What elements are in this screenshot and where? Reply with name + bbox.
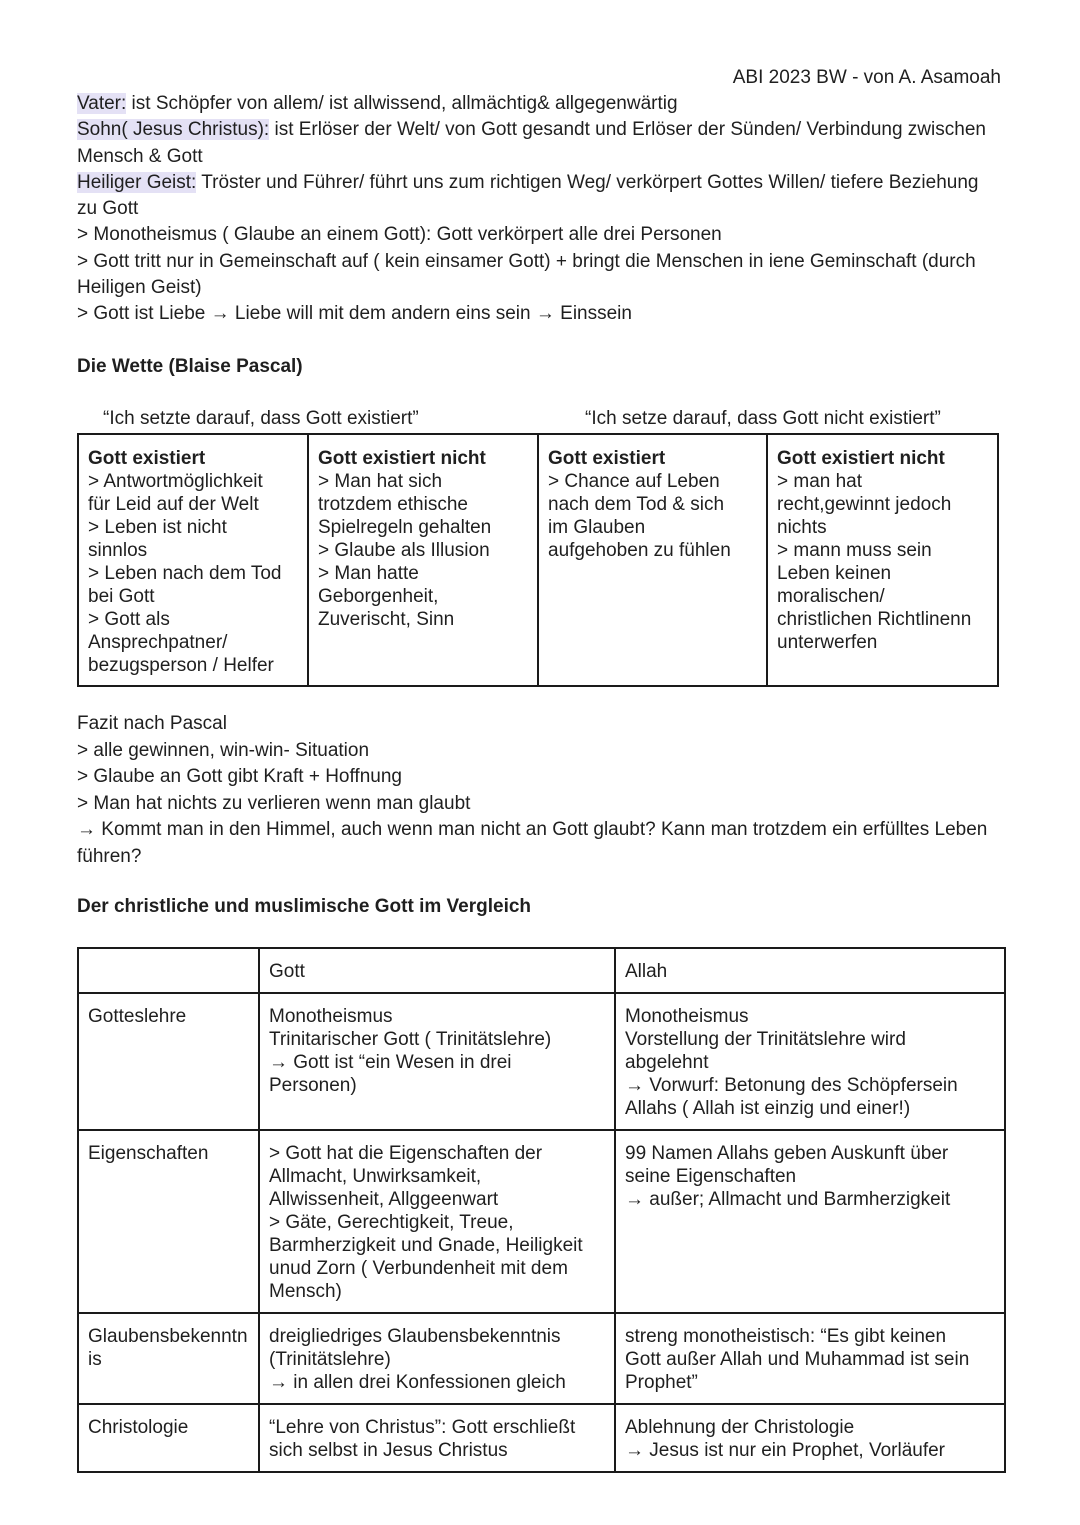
cell-line: > mann muss sein — [777, 540, 932, 561]
sohn-text: ist Erlöser der Welt/ von Gott gesandt und Erlöser der Sünden/ Verbindung zwischen Mensch & Gott — [77, 119, 986, 167]
geist-text: Tröster und Führer/ führt uns zum richtigen Weg/ verkörpert Gottes Willen/ tiefere Beziehung zu Gott — [77, 171, 979, 220]
trinity-bullet: > Gott ist Liebe → Liebe will mit dem andern eins sein → Einssein — [77, 303, 632, 325]
cell-line: unud Zorn ( Verbundenheit mit dem — [269, 1258, 568, 1279]
cell-line: → Jesus ist nur ein Prophet, Vorläufer — [625, 1440, 945, 1461]
cell-line: > Gott als — [88, 609, 170, 630]
cell-line: > Glaube als Illusion — [318, 540, 490, 561]
wette-cell — [538, 434, 767, 686]
vater-line — [77, 91, 997, 117]
vater-term: Vater: — [77, 93, 127, 114]
cell-line: Allmacht, Unwirksamkeit, — [269, 1166, 482, 1187]
vergleich-table — [77, 947, 1006, 1473]
vergleich-title: Der christliche und muslimische Gott im Vergleich — [77, 896, 532, 917]
gott-cell — [259, 1313, 615, 1404]
sohn-term: Sohn( Jesus Christus): — [77, 119, 270, 141]
fazit-question: → Kommt man in den Himmel, auch wenn man nicht an Gott glaubt? Kann man trotzdem ein erfülltes Leben führen? — [77, 819, 988, 867]
cell-line: Prophet” — [625, 1372, 698, 1393]
cell-line: Monotheismus — [625, 1006, 749, 1027]
allah-cell — [615, 1130, 1005, 1313]
cell-line: moralischen/ — [777, 586, 885, 607]
cell-line: Gott außer Allah und Muhammad ist sein — [625, 1349, 970, 1370]
cell-line: > man hat — [777, 471, 863, 492]
cell-line: → Vorwurf: Betonung des Schöpfersein — [625, 1075, 958, 1096]
cell-line: Geborgenheit, — [318, 586, 439, 607]
cell-line: Personen) — [269, 1075, 357, 1096]
cell-line: → Gott ist “ein Wesen in drei — [269, 1052, 512, 1073]
cell-line: 99 Namen Allahs geben Auskunft über — [625, 1143, 949, 1164]
header-cell-allah: Allah — [615, 948, 1005, 993]
column-heading: Gott existiert — [548, 448, 666, 469]
cell-line: sinnlos — [88, 540, 148, 561]
row-label: Glaubensbekenntnis — [78, 1313, 259, 1404]
allah-cell — [615, 1313, 1005, 1404]
cell-line: Spielregeln gehalten — [318, 517, 492, 538]
cell-line: Ablehnung der Christologie — [625, 1417, 855, 1438]
cell-line: Leben keinen — [777, 563, 892, 584]
quote-left: “Ich setzte darauf, dass Gott existiert” — [103, 408, 419, 429]
cell-line: trotzdem ethische — [318, 494, 468, 515]
geist-line — [77, 170, 997, 223]
wette-cell — [767, 434, 998, 686]
cell-line: “Lehre von Christus”: Gott erschließt — [269, 1417, 576, 1438]
cell-line: → in allen drei Konfessionen gleich — [269, 1372, 566, 1393]
row-label: Eigenschaften — [78, 1130, 259, 1313]
cell-line: (Trinitätslehre) — [269, 1349, 391, 1370]
column-heading: Gott existiert nicht — [777, 448, 945, 469]
cell-line: Trinitarischer Gott ( Trinitätslehre) — [269, 1029, 552, 1050]
fazit-line: > Glaube an Gott gibt Kraft + Hoffnung — [77, 766, 402, 787]
cell-line: > Leben ist nicht — [88, 517, 227, 538]
fazit-title: Fazit nach Pascal — [77, 713, 227, 734]
cell-line: Allwissenheit, Allggeenwart — [269, 1189, 499, 1210]
author-header: ABI 2023 BW - von A. Asamoah — [732, 67, 1001, 88]
allah-cell — [615, 993, 1005, 1130]
cell-line: unterwerfen — [777, 632, 878, 653]
cell-line: seine Eigenschaften — [625, 1166, 797, 1187]
wette-table — [77, 433, 999, 687]
cell-line: nach dem Tod & sich — [548, 494, 725, 515]
header-cell-empty — [78, 948, 259, 993]
cell-line: streng monotheistisch: “Es gibt keinen — [625, 1326, 947, 1347]
trinity-bullet: > Monotheismus ( Glaube an einem Gott): Gott verkörpert alle drei Personen — [77, 224, 722, 246]
cell-line: > Man hat sich — [318, 471, 443, 492]
trinity-section — [77, 91, 997, 328]
cell-line: > Man hatte — [318, 563, 419, 584]
vater-text: ist Schöpfer von allem/ ist allwissend, allmächtig& allgegenwärtig — [126, 93, 678, 114]
cell-line: abgelehnt — [625, 1052, 709, 1073]
cell-line: christlichen Richtlinenn — [777, 609, 972, 630]
cell-line: Mensch) — [269, 1281, 342, 1302]
fazit-line: > alle gewinnen, win-win- Situation — [77, 739, 370, 761]
cell-line: bei Gott — [88, 586, 155, 607]
row-label: Christologie — [78, 1404, 259, 1472]
cell-line: Vorstellung der Trinitätslehre wird — [625, 1029, 906, 1050]
cell-line: recht,gewinnt jedoch — [777, 494, 952, 515]
cell-line: Zuverischt, Sinn — [318, 609, 455, 630]
cell-line: > Antwortmöglichkeit — [88, 471, 263, 492]
table-header-row — [78, 948, 1005, 993]
trinity-bullet: > Gott tritt nur in Gemeinschaft auf ( kein einsamer Gott) + bringt die Menschen in iene Geminschaft (durch Heiligen Geist) — [77, 250, 976, 299]
cell-line: im Glauben — [548, 517, 646, 538]
allah-cell — [615, 1404, 1005, 1472]
cell-line: bezugsperson / Helfer — [88, 655, 274, 676]
gott-cell — [259, 993, 615, 1130]
cell-line: > Gäte, Gerechtigkeit, Treue, — [269, 1212, 514, 1233]
cell-line: > Chance auf Leben — [548, 471, 720, 492]
gott-cell — [259, 1130, 615, 1313]
cell-line: für Leid auf der Welt — [88, 494, 259, 515]
cell-line: nichts — [777, 517, 827, 538]
column-heading: Gott existiert nicht — [318, 448, 486, 469]
wette-cell — [78, 434, 308, 686]
cell-line: Allahs ( Allah ist einzig und einer!) — [625, 1098, 911, 1119]
quote-right: “Ich setze darauf, dass Gott nicht existiert” — [585, 408, 941, 429]
table-row — [78, 1404, 1005, 1472]
cell-line: Monotheismus — [269, 1006, 393, 1027]
sohn-line — [77, 117, 997, 170]
table-row — [78, 1130, 1005, 1313]
cell-line: > Leben nach dem Tod — [88, 563, 282, 584]
table-row — [78, 993, 1005, 1130]
cell-line: Barmherzigkeit und Gnade, Heiligkeit — [269, 1235, 583, 1256]
column-heading: Gott existiert — [88, 448, 206, 469]
cell-line: → außer; Allmacht und Barmherzigkeit — [625, 1189, 951, 1210]
gott-cell — [259, 1404, 615, 1472]
wette-title: Die Wette (Blaise Pascal) — [77, 356, 303, 377]
row-label: Gotteslehre — [78, 993, 259, 1130]
cell-line: dreigliedriges Glaubensbekenntnis — [269, 1326, 561, 1347]
geist-term: Heiliger Geist: — [77, 171, 197, 193]
wette-cell — [308, 434, 538, 686]
cell-line: sich selbst in Jesus Christus — [269, 1440, 508, 1461]
fazit-section — [77, 711, 997, 870]
cell-line: > Gott hat die Eigenschaften der — [269, 1143, 543, 1164]
cell-line: Ansprechpatner/ — [88, 632, 228, 653]
table-row — [78, 1313, 1005, 1404]
header-cell-gott: Gott — [259, 948, 615, 993]
cell-line: aufgehoben zu fühlen — [548, 540, 731, 561]
fazit-line: > Man hat nichts zu verlieren wenn man glaubt — [77, 792, 471, 814]
